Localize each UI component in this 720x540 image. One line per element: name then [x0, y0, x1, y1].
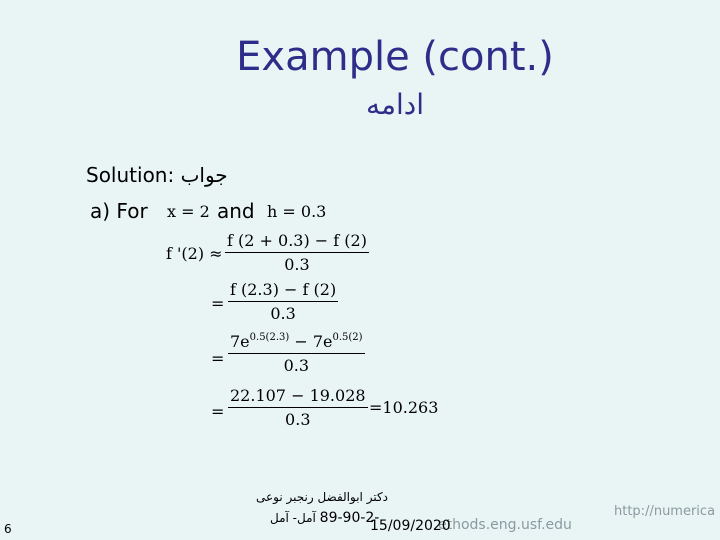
footer-author: دکتر ابوالفضل رنجبر نوعی	[256, 490, 388, 504]
slide-subtitle-persian: ادامه	[365, 88, 425, 121]
step4-fraction	[228, 386, 368, 429]
footer-url-right: http://numerica	[614, 504, 716, 519]
slide-title: Example (cont.)	[236, 34, 554, 80]
step3-fraction	[228, 332, 365, 375]
step1-fraction	[225, 231, 369, 274]
solution-label-persian: جواب	[180, 163, 228, 187]
step4-numerator: 22.107 − 19.028	[230, 386, 366, 405]
derivative-lhs: f '(2) ≈	[166, 244, 223, 263]
step2-fraction-bar	[228, 301, 338, 302]
footer-url-fragment: ethods.eng.usf.edu	[438, 517, 572, 533]
step2-numerator: f (2.3) − f (2)	[230, 280, 337, 299]
step2-denominator: 0.3	[270, 304, 296, 323]
step1-numerator: f (2 + 0.3) − f (2)	[227, 231, 367, 250]
step3-denominator: 0.3	[283, 356, 310, 375]
step3-term-a: 7e	[230, 332, 250, 351]
step1-fraction-bar	[225, 252, 369, 253]
footer-dept-line	[270, 510, 379, 526]
part-a-prefix: a) For	[90, 199, 148, 223]
part-a-line	[90, 199, 148, 223]
step2-fraction	[228, 280, 338, 323]
h-assignment: h = 0.3	[267, 202, 327, 221]
footer-code: 89-90-2-	[319, 510, 380, 526]
result-value: =10.263	[369, 398, 439, 417]
step4-fraction-bar	[228, 407, 368, 408]
x-assignment: x = 2	[167, 202, 210, 221]
footer-date: 15/09/2020	[370, 518, 451, 534]
step1-denominator: 0.3	[284, 255, 310, 274]
step3-term-b: − 7e	[289, 332, 333, 351]
step2-equals: =	[211, 294, 225, 313]
page-number: 6	[4, 522, 12, 536]
step3-equals: =	[211, 349, 225, 368]
step3-term-b-exponent: 0.5(2)	[332, 332, 363, 343]
step3-fraction-bar	[228, 353, 365, 354]
and-word: and	[217, 199, 255, 223]
solution-line	[86, 163, 228, 187]
step4-denominator: 0.3	[285, 410, 311, 429]
step3-term-a-exponent: 0.5(2.3)	[249, 332, 290, 343]
footer-department: آمل- آمل	[270, 511, 316, 525]
solution-label: Solution:	[86, 163, 175, 187]
step4-equals: =	[211, 402, 225, 421]
step3-numerator	[228, 332, 365, 351]
